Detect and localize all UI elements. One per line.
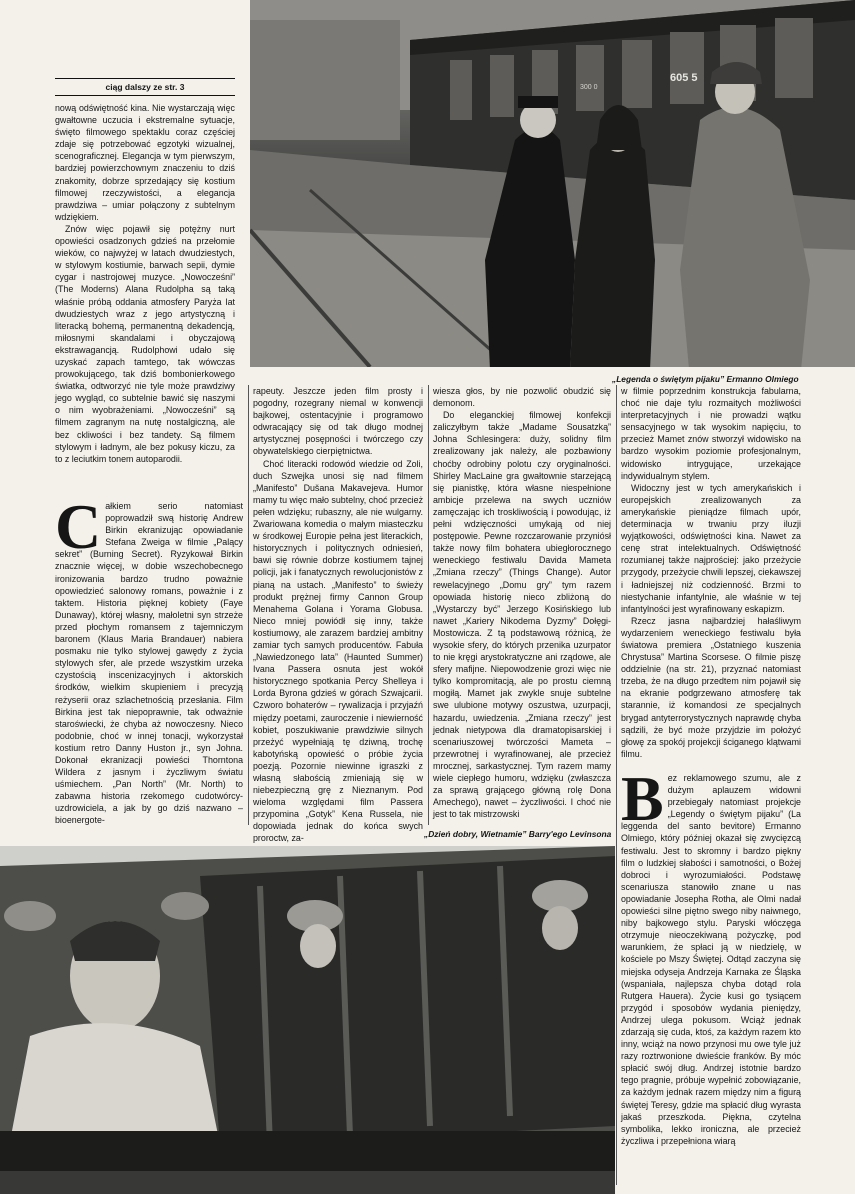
train-station-photo — [250, 0, 855, 367]
article-column-1 — [55, 102, 235, 465]
continuation-label: ciąg dalszy ze str. 3 — [55, 78, 235, 96]
paragraph-text: ałkiem serio natomiast poprowadził swą historię Andrew Birkin ekranizując opowiadanie Stefana Zweiga w filmie „Palący sekret” (Burning Secret). Ryzykował Birkin znacznie więcej, w dobie wszechobecnego ironizowania bardzo trudno poważnie opowiedzieć salonowy romans, poważnie i z taktem. Historia pięknej kobiety (Faye Dunaway), której własny, małoletni syn strzeże przed płochym romansem z tajemniczym baronem (Klaus Maria Brandauer) nabiera posmaku nie tylko stylowej gawędy z życia stylowych sfer, ale przede wszystkim urzeka czystością inscenizacyjnych i aktorskich środków, wielkim skupieniem i precyzją reżyserii oraz szlachetnością przesłania. Film Birkina jest tak niepoprawnie, tak odważnie staroświecki, że chyba aż nowoczesny. Nieco podobnie, choć w innej tonacji, wykorzystał kostium retro Danny Huston jr., syn Johna. Dokonał ekranizacji powieści Thorntona Wildera z jasnym i życzliwym światu uśmiechem. „Pan North” (Mr. North) to zabawna historia rzekomego cudotwórcy-uzdrowiciela, a jak by go dziś nazwano – bioenergote- — [55, 501, 243, 826]
article-column-1b — [55, 491, 243, 827]
train-car-small-number: 300 0 — [580, 84, 598, 91]
column-divider — [248, 385, 249, 825]
train-scene-illustration — [250, 0, 855, 367]
article-column-2 — [253, 385, 423, 845]
truck-scene-illustration — [0, 846, 615, 1194]
column-divider — [428, 385, 429, 825]
article-column-4 — [621, 385, 801, 760]
paragraph: Widoczny jest w tych amerykańskich i europejskich zrealizowanych za amerykańskie pieniądze filmach upór, determinacja w trwaniu przy iluzji wyjątkowości, odświętności kina. Nawet za cenę strat intelektualnych. Odświętność rozumianej także najprościej: jako przeżycie przygody, przeżycie chwili lepszej, ciekawszej i ładniejszej niż codzienność. Brzmi to niestychanie infantylnie, ale właśnie w tej infantylności jest wyrafinowany eskapizm. — [621, 482, 801, 614]
paragraph: Do eleganckiej filmowej konfekcji zaliczyłbym także „Madame Sousatzką” Johna Schlesingera: duży, solidny film zrealizowany jak należy, ale pozbawiony choćby odrobiny polotu czy oryginalności. Shirley MacLaine gra gwałtownie starzejącą się pianistkę, która własne niespełnione ambicje przelewa na swych uczniów zamęczając ich troskliwością i powodując, iż pełni wdzięczności umykają od niej postępowie. Pewne rozczarowanie przyniósł także nowy film bohatera ubiegłorocznego weneckiego festiwalu Davida Mameta „Zmiana rzeczy” (Things Change). Autor rewelacyjnego „Domu gry” tym razem opowiada historię nieco zbliżoną do „Wystarczy być” Jerzego Kosińskiego lub nawet „Kariery Nikodema Dyzmy” Dołęgi-Mostowicza. Z tą podstawową różnicą, że wysokie sfery, do których przenika uzurpator to nie kręgi arystokratyczne ani rządowe, ale sfery mafijne. Niepowodzenie grozi więc nie tylko kompromitacją, ale po prostu ciemną mogiłą. Mamet jak zwykle snuje subtelne swe ulubione motywy oszustwa, uzurpacji, hazardu, uwiedzenia. „Zmiana rzeczy” jest jednak nietypowa dla dramatopisarskiej i scenariuszowej twórczości Mameta – przewrotnej i wyrafinowanej, ale przecież mrocznej, sarkastycznej. Tym razem mamy wiele ciepłego humoru, wdzięku (zwłaszcza za sprawą grającego główną rolę Dona Amechego), nawet – życzliwości. I choć nie jest to tak mistrzowski — [433, 410, 611, 820]
column-divider — [616, 385, 617, 1185]
paragraph: nową odświętność kina. Nie wystarczają więc gwałtowne uczucia i ekstremalne sytuacje, święto filmowego spektaklu coraz częściej zdaje się potrzebować egzotyki wizualnej, scenograficznej. Elegancja w tym pierwszym, bardziej powierzchownym znaczeniu to dziś znakomity, dobrze sprzedający się kostium filmowej rzeczywistości, a elegancja prawdziwa – umiar połączony z subtelnym wdziękiem. — [55, 103, 235, 222]
paragraph: rapeuty. Jeszcze jeden film prosty i pogodny, rozegrany niemal w konwencji bajkowej, ostentacyjnie i programowo odwracający się od tak długo modnej artystycznej posępności i twórczego czy obywatelskiego cierpiętnictwa. — [253, 386, 423, 457]
dropcap-c: C — [55, 491, 102, 562]
paragraph: Znów więc pojawił się potężny nurt opowieści osadzonych gdzieś na przełomie wieków, co najwyżej w latach dwudziestych, w stylowym kostiumie, barwach sepii, dymie cygar i nastrojowej muzyce. „Nowocześni” (The Moderns) Alana Rudolpha są taką właśnie próbą oddania atmosfery Paryża lat dwudziestych wraz z jego artystyczną i literacką bohemą, permanentną dekadencją, miłosnymi skandalami i obyczajową ekstrawagancją. Rudolphowi udało się uzyskać zapach tamtego, tak wówczas prowokującego, tak dziś bombonierkowego światka, odtworzyć nie tyle może prawdziwy jego wygląd, co subtelnie bawić się naszymi o nim wyobrażeniami. „Nowocześni” są filmem zagranym na nutę nostalgiczną, ale bez ckliwości i bez tandety. Są filmem stylowym i ładnym, ale bez pokusy kiczu, za to z leciutkim tonem autoparodii. — [55, 223, 235, 464]
paragraph-text: ez reklamowego szumu, ale z dużym aplauzem widowni przebiegały natomiast projekcje „Legendy o świętym pijaku” (La leggenda del santo bevitore) Ermanno Olmiego, który później okazał się zwycięzcą festiwalu. Jest to skromny i bardzo piękny film o ludzkiej słabości i samotności, o Bożej dobroci i wyrozumiałości. Podstawę scenariusza stanowiło znane u nas opowiadanie Josepha Rotha, ale Olmi nadał opowieści silne piętno swego niby naiwnego, niby bajkowego stylu. Paryski włóczęga otrzymuje nieoczekiwaną pożyczkę, pod warunkiem, że spłaci ją w niedzielę, w kościele po Mszy Świętej. Odtąd zaczyna się miejska odyseja Andrzeja Karnaka ze Śląska (wspaniała, najlepsza chyba dotąd rola Rutgera Hauera). Życie kusi go tysiącem przygód i sposobów wydania pieniędzy, Andrzej ulega pokusom. Wciąż jednak zdarzają się cuda, ktoś, za każdym razem kto inny, wciąż na nowo przynosi mu owe tyle już razy roztrwonione dwieście franków. By móc spłacić swój dług. Andrzej istotnie bardzo tego pragnie, próbuje wypełnić zobowiązanie, za każdym jednak razem między nim a figurą świętej Teresy, gdzie ma spłacić dług wyrasta jakaś przeszkoda. Piękna, czytelna symbolika, lekko ironiczna, ale przecież życzliwa i przepełniona wiarą — [621, 773, 801, 1146]
article-column-3 — [433, 385, 611, 820]
dropcap-b: B — [621, 763, 664, 834]
paragraph — [55, 491, 243, 827]
train-car-number: 605 5 — [670, 72, 698, 84]
top-photo-caption: „Legenda o świętym pijaku” Ermanno Olmiego — [612, 374, 799, 384]
paragraph: Rzecz jasna najbardziej hałaśliwym wydarzeniem weneckiego festiwalu była światowa premiera „Ostatniego kuszenia Chrystusa” Martina Scorsese. O filmie piszę oddzielnie (na str. 21), przyznać natomiast trzeba, że na długo przedtem nim pojawił się na ekranie podgrzewano atmosferę tak starannie, iż komandosi ze specjalnych brygad antyterrorystycznych naprawdę chyba sądzili, że być może przyjdzie im położyć głowę za spokój projekcji ściganego klątwami filmu. — [621, 615, 801, 759]
bottom-photo-caption: „Dzień dobry, Wietnamie” Barry'ego Levinsona — [424, 829, 612, 839]
vietnam-truck-photo — [0, 846, 615, 1194]
paragraph: w filmie poprzednim konstrukcja fabularna, choć nie daje tylu rozmaitych możliwości interpretacyjnych i nie prowadzi wątku sensacyjnego w tak wysokim napięciu, to przecież Mamet znów stworzył widowisko na bardzo wysokim poziomie profesjonalnym, widowisko intrygujące, urzekające indywidualnym stylem. — [621, 386, 801, 481]
article-column-4b — [621, 763, 801, 1147]
paragraph: wiesza głos, by nie pozwolić obudzić się demonom. — [433, 386, 611, 409]
paragraph: Choć literacki rodowód wiedzie od Zoli, duch Szwejka unosi się nad filmem „Manifesto” Dušana Makavejeva. Humor mamy tu więc mało subtelny, choć przecież pełen wdzięku; rubaszny, ale nie wulgarny. Zwariowana komedia o małym miasteczku w środkowej Europie pełna jest literackich, historycznych i politycznych odniesień, bawi się równie dobrze kostiumem tajnej policji, jak i fanatycznych rewolucjonistów z pianą na ustach. „Manifesto” to świeży produkt prężnej firmy Cannon Group Menahema Golana i Yorama Globusa. Nieco mniej powiódł się inny, także kostiumowy, ale zarazem bardziej ambitny zamiar tych samych producentów. Fabuła „Nawiedzonego lata” (Haunted Summer) Ivana Passera osnuta jest wokół historycznego spotkania Percy Shelleya i Lorda Byrona gdzieś w górach Szwajcarii. Czworo bohaterów – rywalizacja i przyjaźń między poetami, zauroczenie i niewierność kobiet, poszukiwanie prawdziwie silnych przeżyć wypełniają tę dziwną, trochę kabotyńską opowieść o próbie życia poezją. Pozornie niewinne igraszki z własną słabością zmieniają się w niebezpieczną grę z Nieznanym. Pod wieloma względami film Passera przypomina „Gotyk” Kena Russela, nie dopowiada jednak do końca swych proroctw, za- — [253, 458, 424, 844]
paragraph — [621, 763, 801, 1147]
